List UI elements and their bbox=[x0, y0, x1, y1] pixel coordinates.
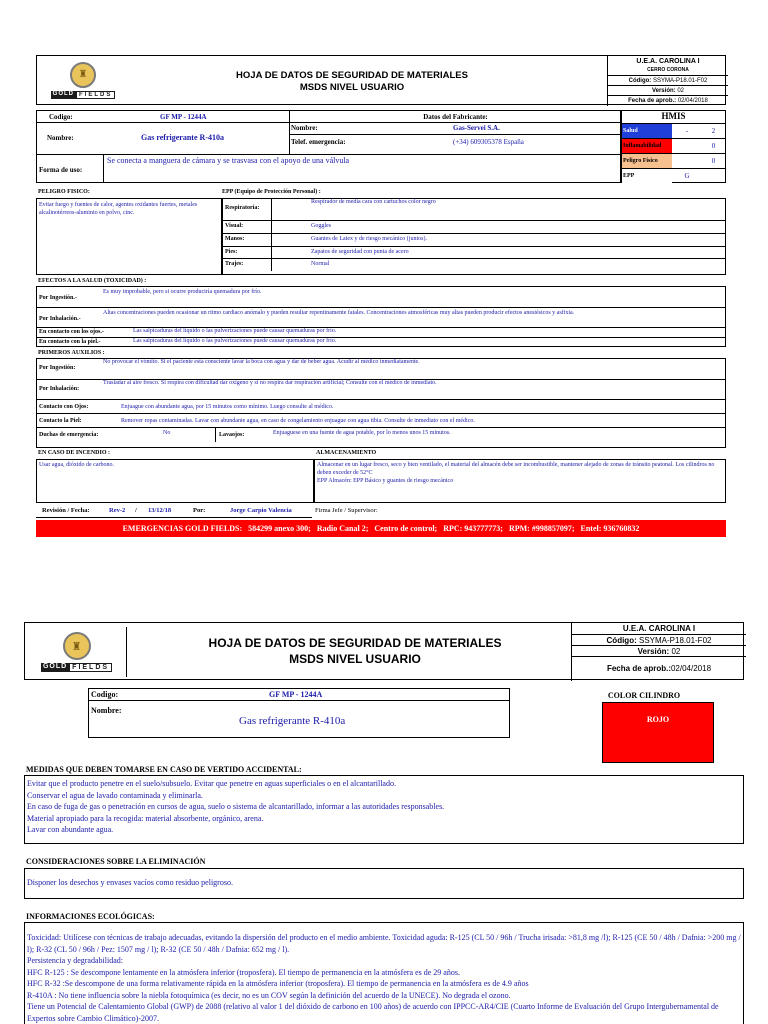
hmis-table bbox=[621, 110, 726, 183]
divider bbox=[289, 134, 622, 135]
ppe-row bbox=[223, 246, 725, 258]
health-effects-title: EFECTOS A LA SALUD (TOXICIDAD) : bbox=[38, 278, 147, 284]
health-row bbox=[37, 287, 725, 307]
doc-control-box bbox=[607, 56, 727, 106]
hmis-row bbox=[622, 123, 725, 138]
divider bbox=[89, 700, 509, 701]
shower-value: No bbox=[163, 430, 171, 436]
unit-name: U.E.A. CAROLINA I bbox=[636, 58, 700, 65]
health-row-label: Por Ingestión.- bbox=[39, 295, 77, 301]
title-line-2: MSDS NIVEL USUARIO bbox=[299, 82, 405, 93]
spill-line: Conservar el agua de lavado contaminada y eliminarla. bbox=[27, 790, 203, 800]
first-aid-row bbox=[37, 359, 725, 379]
hmis-row-label: Peligro Físico bbox=[622, 154, 672, 168]
divider bbox=[103, 154, 104, 183]
first-aid-row-label: Por Inhalación: bbox=[39, 386, 80, 392]
product-code-value: GF MP - 1244A bbox=[269, 690, 323, 699]
health-row-label: En contacto con los ojos.- bbox=[39, 329, 104, 335]
first-aid-box bbox=[36, 358, 726, 448]
ppe-row bbox=[223, 258, 725, 270]
revision-separator: / bbox=[135, 507, 137, 514]
ppe-row-label: Trajes: bbox=[225, 261, 244, 267]
hmis-row-value: 2 bbox=[711, 127, 716, 135]
ppe-row bbox=[223, 233, 725, 246]
ecological-line: HFC R-32 :Se descompone de una forma relativamente rápida en la atmósfera inferior (troposfera). El tiempo de permanencia en la atmósfera es de 4.9 años bbox=[27, 979, 529, 988]
cylinder-color-swatch bbox=[602, 702, 714, 763]
header-block-2 bbox=[24, 622, 744, 680]
header-title-2 bbox=[155, 635, 555, 667]
doc-control-box-2 bbox=[571, 623, 745, 681]
revision-by-label: Por: bbox=[193, 507, 206, 514]
spill-line: Lavar con abundante agua. bbox=[27, 825, 114, 834]
physical-hazard-text: Evitar fuego y fuentes de calor, agentes oxidantes fuertes, metales alcalinotérreos-aluminio en polvo, cinc. bbox=[39, 202, 198, 216]
logo-fields-text: FIELDS bbox=[76, 91, 115, 99]
header-block bbox=[36, 55, 726, 105]
ecological-lines bbox=[27, 932, 741, 1024]
revision-row bbox=[36, 506, 726, 518]
fire-text: Usar agua, dióxido de carbono. bbox=[39, 462, 114, 468]
product-name-value: Gas refrigerante R-410a bbox=[141, 133, 224, 142]
title-line-1: HOJA DE DATOS DE SEGURIDAD DE MATERIALES bbox=[236, 70, 468, 81]
spill-title: MEDIDAS QUE DEBEN TOMARSE EN CASO DE VERTIDO ACCIDENTAL: bbox=[26, 765, 302, 774]
first-aid-row bbox=[37, 399, 725, 413]
cylinder-color-label: COLOR CILINDRO bbox=[607, 691, 681, 700]
storage-text-2: EPP Almacén: EPP Básico y guantes de riesgo mecánico bbox=[317, 478, 454, 484]
hmis-row bbox=[622, 153, 725, 168]
lion-emblem-icon: ♜ bbox=[63, 632, 91, 660]
hmis-row-value: 0 bbox=[711, 157, 716, 165]
unit-subname: CERRO CORONA bbox=[647, 67, 689, 73]
shower-label: Duchas de emergencia: bbox=[39, 432, 99, 438]
divider bbox=[289, 122, 622, 123]
health-effects-box bbox=[36, 286, 726, 347]
hmis-row-mid: G bbox=[684, 172, 690, 180]
revision-date: 13/12/18 bbox=[148, 507, 172, 514]
health-row-value: Es muy improbable, pero si ocurre produciría quemadura por frío. bbox=[103, 289, 262, 295]
first-aid-row-value: No provocar el vómito. Si el paciente esta consciente lavar la boca con agua y dar de beber agua. Acudir al médico inmediatamente. bbox=[103, 359, 420, 365]
ecological-line: Tiene un Potencial de Calentamiento Global (GWP) de 2088 (relativo al valor 1 del dióxido de carbono en 100 años) de acuerdo con IPPCC-AR4/CIE (Cuarto Informe de Evaluación del Grupo Intergubernamental de Expertos sobre Cambio Climático)-2007. bbox=[27, 1002, 719, 1023]
emergency-bar: EMERGENCIAS GOLD FIELDS: 584299 anexo 300; Radio Canal 2; Centro de control; RPC: 943777773; RPM: #998857097; Entel: 936760832 bbox=[36, 520, 726, 537]
spill-line: Evitar que el producto penetre en el suelo/subsuelo. Evitar que penetre en aguas superficiales o en el alcantarillado. bbox=[27, 779, 396, 788]
ppe-row-value: Normal bbox=[311, 261, 330, 267]
date-value: 02/04/2018 bbox=[677, 98, 708, 104]
product-code-value: GF MP - 1244A bbox=[160, 113, 207, 121]
storage-box bbox=[314, 459, 726, 503]
divider bbox=[36, 517, 312, 518]
code-row bbox=[572, 634, 746, 645]
title-line-2: MSDS NIVEL USUARIO bbox=[289, 652, 421, 666]
health-row bbox=[37, 327, 725, 337]
ppe-row bbox=[223, 220, 725, 233]
divider bbox=[271, 259, 272, 271]
lion-emblem-icon: ♜ bbox=[70, 62, 96, 88]
product-name-label: Nombre: bbox=[47, 134, 74, 142]
ppe-row-label: Visual: bbox=[225, 223, 244, 229]
hmis-row-mid: - bbox=[685, 127, 689, 135]
first-aid-row-label: Por Ingestión: bbox=[39, 365, 76, 371]
version-value: 02 bbox=[671, 647, 681, 656]
header-title bbox=[157, 70, 547, 94]
ecological-line: R-410A : No tiene influencia sobre la niebla fotoquímica (es decir, no es un COV según la definición del acuerdo de la UNECE). No degrada el ozono. bbox=[27, 990, 511, 1000]
ecological-line: Toxicidad: Utilícese con técnicas de trabajo adecuadas, evitando la dispersión del producto en el medio ambiente. Toxicidad aguda: R-125 (CL 50 / 96h / Trucha irisada: >81,8 mg /l); R-125 (CE 50 / 48h / Dafnia: >200 mg / l); R-32 (CL 50 / 96h / Pez: 1507 mg / l); R-32 (CE 50 / 48h / Dafnia: 652 mg / l). bbox=[27, 933, 741, 954]
storage-title: ALMACENAMIENTO bbox=[316, 450, 377, 456]
product-name-value: Gas refrigerante R-410a bbox=[239, 715, 346, 727]
ppe-row bbox=[223, 199, 725, 220]
date-value: 02/04/2018 bbox=[670, 664, 712, 673]
ecological-line: Persistencia y degradabilidad: bbox=[27, 956, 123, 965]
version-label: Versión: bbox=[637, 647, 670, 656]
manufacturer-name-value: Gas-Servei S.A. bbox=[453, 124, 500, 132]
code-value: SSYMA-P18.01-F02 bbox=[638, 636, 712, 645]
fire-title: EN CASO DE INCENDIO : bbox=[38, 450, 111, 456]
ppe-row-value: Guantes de Latex y de riesgo mecánico (juntos). bbox=[311, 236, 427, 242]
revision-number: Rev-2 bbox=[109, 507, 126, 514]
spill-lines bbox=[27, 778, 741, 836]
disposal-title: CONSIDERACIONES SOBRE LA ELIMINACIÓN bbox=[26, 857, 206, 866]
manufacturer-phone-label: Telef. emergencia: bbox=[291, 138, 346, 146]
company-logo-2 bbox=[27, 627, 127, 677]
ppe-row-value: Respirador de media cara con cartuchos color negro bbox=[311, 199, 436, 205]
ecological-box bbox=[24, 922, 744, 1024]
company-logo bbox=[39, 58, 127, 102]
version-row bbox=[572, 645, 746, 656]
date-label: Fecha de aprob.: bbox=[606, 664, 671, 673]
health-row-value: Las salpicaduras del líquido o las pulverizaciones puede causar quemaduras por frío. bbox=[133, 338, 337, 344]
revision-by-value: Jorge Carpio Valencia bbox=[230, 507, 292, 514]
supervisor-sign-label: Firma Jefe / Supervisor: bbox=[315, 507, 378, 514]
health-row bbox=[37, 307, 725, 327]
disposal-text: Disponer los desechos y envases vacíos como residuo peligroso. bbox=[27, 878, 233, 887]
divider bbox=[37, 154, 622, 155]
ppe-row-label: Respiratoria: bbox=[225, 205, 260, 211]
ppe-row-label: Pies: bbox=[225, 249, 238, 255]
storage-text: Almacenar en un lugar fresco, seco y bien ventilado, el material del almacén debe ser incombustible, mantener alejado de zonas de tránsito peatonal. Los cilindros no deben exceder de 52°C bbox=[317, 462, 715, 476]
ecological-title: INFORMACIONES ECOLÓGICAS: bbox=[26, 912, 155, 921]
ppe-row-label: Manos: bbox=[225, 236, 245, 242]
fire-box bbox=[36, 459, 314, 503]
version-label: Versión: bbox=[651, 88, 676, 94]
first-aid-row-label: Contacto la Piel: bbox=[39, 418, 82, 424]
product-code-label: Codigo: bbox=[49, 113, 73, 121]
code-label: Código: bbox=[606, 636, 637, 645]
hmis-row-label: Inflamabilidad bbox=[622, 139, 672, 153]
disposal-box bbox=[24, 868, 744, 899]
health-row-value: Las salpicaduras del líquido o las pulverizaciones puede causar quemaduras por frío. bbox=[133, 328, 337, 334]
hmis-row bbox=[622, 168, 725, 183]
sheet-page-1 bbox=[36, 55, 726, 540]
version-value: 02 bbox=[677, 88, 685, 94]
divider bbox=[37, 122, 289, 123]
spill-line: En caso de fuga de gas o penetración en cursos de agua, suelo o sistema de alcantarillado, informar a las autoridades responsables. bbox=[27, 802, 445, 811]
logo-gold-text: GOLD bbox=[42, 663, 68, 670]
manufacturer-title: Datos del Fabricante: bbox=[423, 113, 488, 121]
hmis-row-value: 0 bbox=[711, 142, 716, 150]
first-aid-row-value: Trasladar al aire fresco. Si respira con dificultad dar oxigeno y si no respira dar respiración artificial; Consulte con el médico de inmediato. bbox=[103, 380, 437, 386]
logo-gold-text: GOLD bbox=[52, 90, 74, 97]
product-name-label: Nombre: bbox=[91, 706, 122, 715]
product-block-2 bbox=[88, 688, 510, 738]
spill-line: Material apropiado para la recogida: material absorbente, orgánico, arena. bbox=[27, 813, 264, 823]
date-label: Fecha de aprob.: bbox=[628, 98, 677, 104]
hmis-row bbox=[622, 138, 725, 153]
code-value: SSYMA-P18.01-F02 bbox=[652, 78, 708, 84]
divider bbox=[271, 199, 272, 220]
cylinder-color-value: ROJO bbox=[646, 715, 670, 724]
date-row bbox=[608, 95, 728, 106]
use-value: Se conecta a manguera de cámara y se trasvasa con el apoyo de una válvula bbox=[107, 156, 350, 165]
hmis-title: HMIS bbox=[661, 111, 686, 121]
code-label: Código: bbox=[628, 78, 652, 84]
ppe-row-value: Goggles bbox=[311, 223, 331, 229]
eyewash-value: Enjuaguese en una fuente de agua potable, por lo menos unos 15 minutos. bbox=[273, 430, 451, 436]
product-code-label: Codigo: bbox=[91, 690, 119, 699]
first-aid-row-value: Remover ropas contaminadas. Lavar con abundante agua, en caso de congelamiento enjuague con agua tibia. Consulte de inmediato con el médico. bbox=[121, 418, 475, 424]
ppe-box bbox=[222, 198, 726, 275]
physical-hazard-box bbox=[36, 198, 222, 275]
unit-name: U.E.A. CAROLINA I bbox=[622, 624, 696, 633]
health-row-label: Por Inhalación.- bbox=[39, 316, 81, 322]
manufacturer-phone-value: (+34) 609305378 España bbox=[453, 138, 524, 146]
code-row bbox=[608, 75, 728, 85]
date-row bbox=[572, 656, 746, 681]
hmis-row-label: EPP bbox=[622, 169, 672, 183]
revision-label: Revisión / Fecha: bbox=[42, 507, 90, 514]
health-row-value: Altas concentraciones pueden ocasionar un ritmo cardiaco anómalo y pueden resultar repentinamente fatales. Concentraciones atmosféricas muy altas pueden producir efectos anestésicos y asfixia. bbox=[103, 310, 575, 316]
hmis-row-label: Salud bbox=[622, 124, 672, 138]
product-block bbox=[36, 110, 621, 183]
spill-box bbox=[24, 775, 744, 844]
ppe-title: EPP (Equipo de Protección Personal) : bbox=[222, 189, 321, 195]
ppe-row-value: Zapatos de seguridad con punta de acero bbox=[311, 249, 409, 255]
eyewash-label: Lavaojos: bbox=[219, 432, 245, 438]
first-aid-row-value: Enjuague con abundante agua, por 15 minutos como mínimo. Luego consulte al médico. bbox=[121, 404, 334, 410]
physical-hazard-title: PELIGRO FISICO: bbox=[38, 189, 90, 195]
manufacturer-name-label: Nombre: bbox=[291, 124, 318, 132]
first-aid-row-label: Contacto con Ojos: bbox=[39, 404, 89, 410]
health-row bbox=[37, 337, 725, 347]
use-label: Forma de uso: bbox=[39, 166, 83, 174]
logo-fields-text: FIELDS bbox=[69, 663, 112, 672]
first-aid-shower-row bbox=[37, 427, 725, 447]
first-aid-row bbox=[37, 413, 725, 427]
version-row bbox=[608, 85, 728, 95]
health-row-label: En contacto con la piel.- bbox=[39, 339, 101, 345]
first-aid-row bbox=[37, 379, 725, 399]
title-line-1: HOJA DE DATOS DE SEGURIDAD DE MATERIALES bbox=[208, 636, 502, 650]
sheet-page-2 bbox=[24, 622, 744, 1024]
ecological-line: HFC R-125 : Se descompone lentamente en la atmósfera inferior (troposfera). El tiempo de permanencia en la atmósfera es de 29 años. bbox=[27, 967, 460, 977]
first-aid-title: PRIMEROS AUXILIOS : bbox=[38, 350, 105, 356]
divider bbox=[215, 428, 216, 442]
